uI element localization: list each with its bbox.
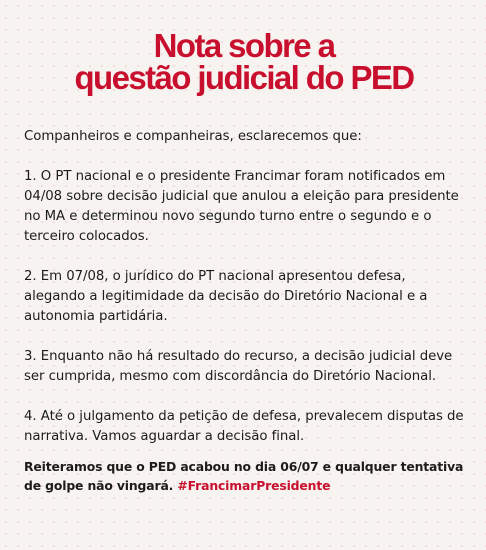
- closing-text: Reiteramos que o PED acabou no dia 06/07 e qualquer tentativa de golpe não vingará.: [24, 459, 464, 493]
- page-title: [24, 27, 464, 96]
- hashtag-link[interactable]: #FrancimarPresidente: [177, 478, 331, 493]
- title-line-1: Nota sobre a: [153, 27, 335, 64]
- title-line-2: questão judicial do PED: [74, 59, 414, 96]
- closing-statement: [24, 457, 464, 495]
- point-4: 4. Até o julgamento da petição de defesa, prevalecem disputas de narrativa. Vamos aguardar a decisão final.: [24, 409, 464, 444]
- point-3: 3. Enquanto não há resultado do recurso, a decisão judicial deve ser cumprida, mesmo com discordância do Diretório Nacional.: [24, 349, 453, 384]
- point-2: 2. Em 07/08, o jurídico do PT nacional apresentou defesa, alegando a legitimidade da decisão do Diretório Nacional e a autonomia partidária.: [24, 269, 428, 324]
- intro-text: Companheiros e companheiras, esclarecemos que:: [24, 129, 362, 144]
- point-1: 1. O PT nacional e o presidente Francimar foram notificados em 04/08 sobre decisão judicial que anulou a eleição para presidente no MA e determinou novo segundo turno entre o segundo e o terceiro colocados.: [24, 169, 459, 244]
